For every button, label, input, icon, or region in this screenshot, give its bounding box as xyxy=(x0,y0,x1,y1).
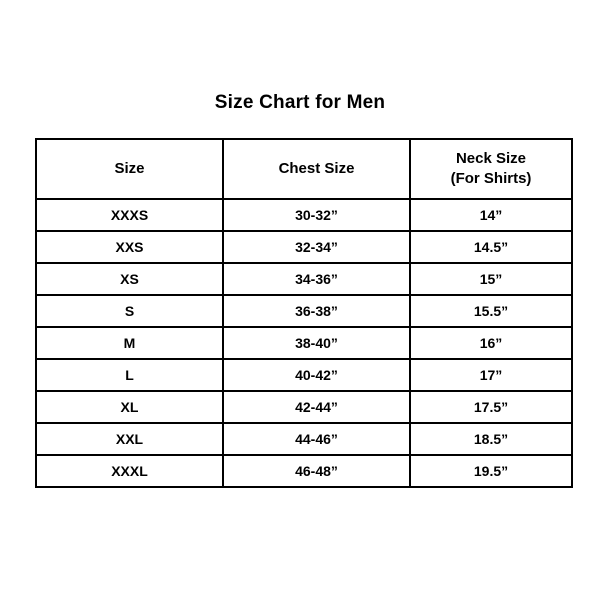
cell-neck: 14” xyxy=(410,199,572,231)
size-chart-table xyxy=(35,138,573,488)
cell-size: L xyxy=(36,359,223,391)
cell-chest: 34-36” xyxy=(223,263,410,295)
cell-neck: 18.5” xyxy=(410,423,572,455)
table-header xyxy=(36,139,572,199)
table-row xyxy=(36,263,572,295)
cell-size: XXS xyxy=(36,231,223,263)
cell-neck: 17” xyxy=(410,359,572,391)
column-header-neck-size-sublabel: (For Shirts) xyxy=(450,170,532,187)
table-header-row xyxy=(36,139,572,199)
cell-chest: 42-44” xyxy=(223,391,410,423)
table-body xyxy=(36,199,572,487)
cell-size: XL xyxy=(36,391,223,423)
cell-chest: 30-32” xyxy=(223,199,410,231)
page-title: Size Chart for Men xyxy=(214,92,386,113)
cell-neck: 15.5” xyxy=(410,295,572,327)
cell-chest: 36-38” xyxy=(223,295,410,327)
table-row xyxy=(36,199,572,231)
table-row xyxy=(36,295,572,327)
table-row xyxy=(36,391,572,423)
table-row xyxy=(36,359,572,391)
cell-chest: 38-40” xyxy=(223,327,410,359)
cell-size: S xyxy=(36,295,223,327)
cell-neck: 16” xyxy=(410,327,572,359)
column-header-neck-size-label: Neck Size xyxy=(455,149,527,167)
cell-chest: 32-34” xyxy=(223,231,410,263)
column-header-chest-size-label: Chest Size xyxy=(278,159,355,177)
cell-size: XXXL xyxy=(36,455,223,487)
cell-size: XXL xyxy=(36,423,223,455)
table-row xyxy=(36,455,572,487)
cell-neck: 14.5” xyxy=(410,231,572,263)
cell-chest: 40-42” xyxy=(223,359,410,391)
column-header-size xyxy=(36,139,223,199)
cell-size: XS xyxy=(36,263,223,295)
column-header-neck-size xyxy=(410,139,572,199)
table-row xyxy=(36,423,572,455)
column-header-chest-size xyxy=(223,139,410,199)
cell-neck: 17.5” xyxy=(410,391,572,423)
cell-chest: 46-48” xyxy=(223,455,410,487)
cell-neck: 19.5” xyxy=(410,455,572,487)
table-row xyxy=(36,231,572,263)
column-header-size-label: Size xyxy=(114,159,145,177)
cell-size: M xyxy=(36,327,223,359)
cell-size: XXXS xyxy=(36,199,223,231)
cell-neck: 15” xyxy=(410,263,572,295)
cell-chest: 44-46” xyxy=(223,423,410,455)
table-row xyxy=(36,327,572,359)
